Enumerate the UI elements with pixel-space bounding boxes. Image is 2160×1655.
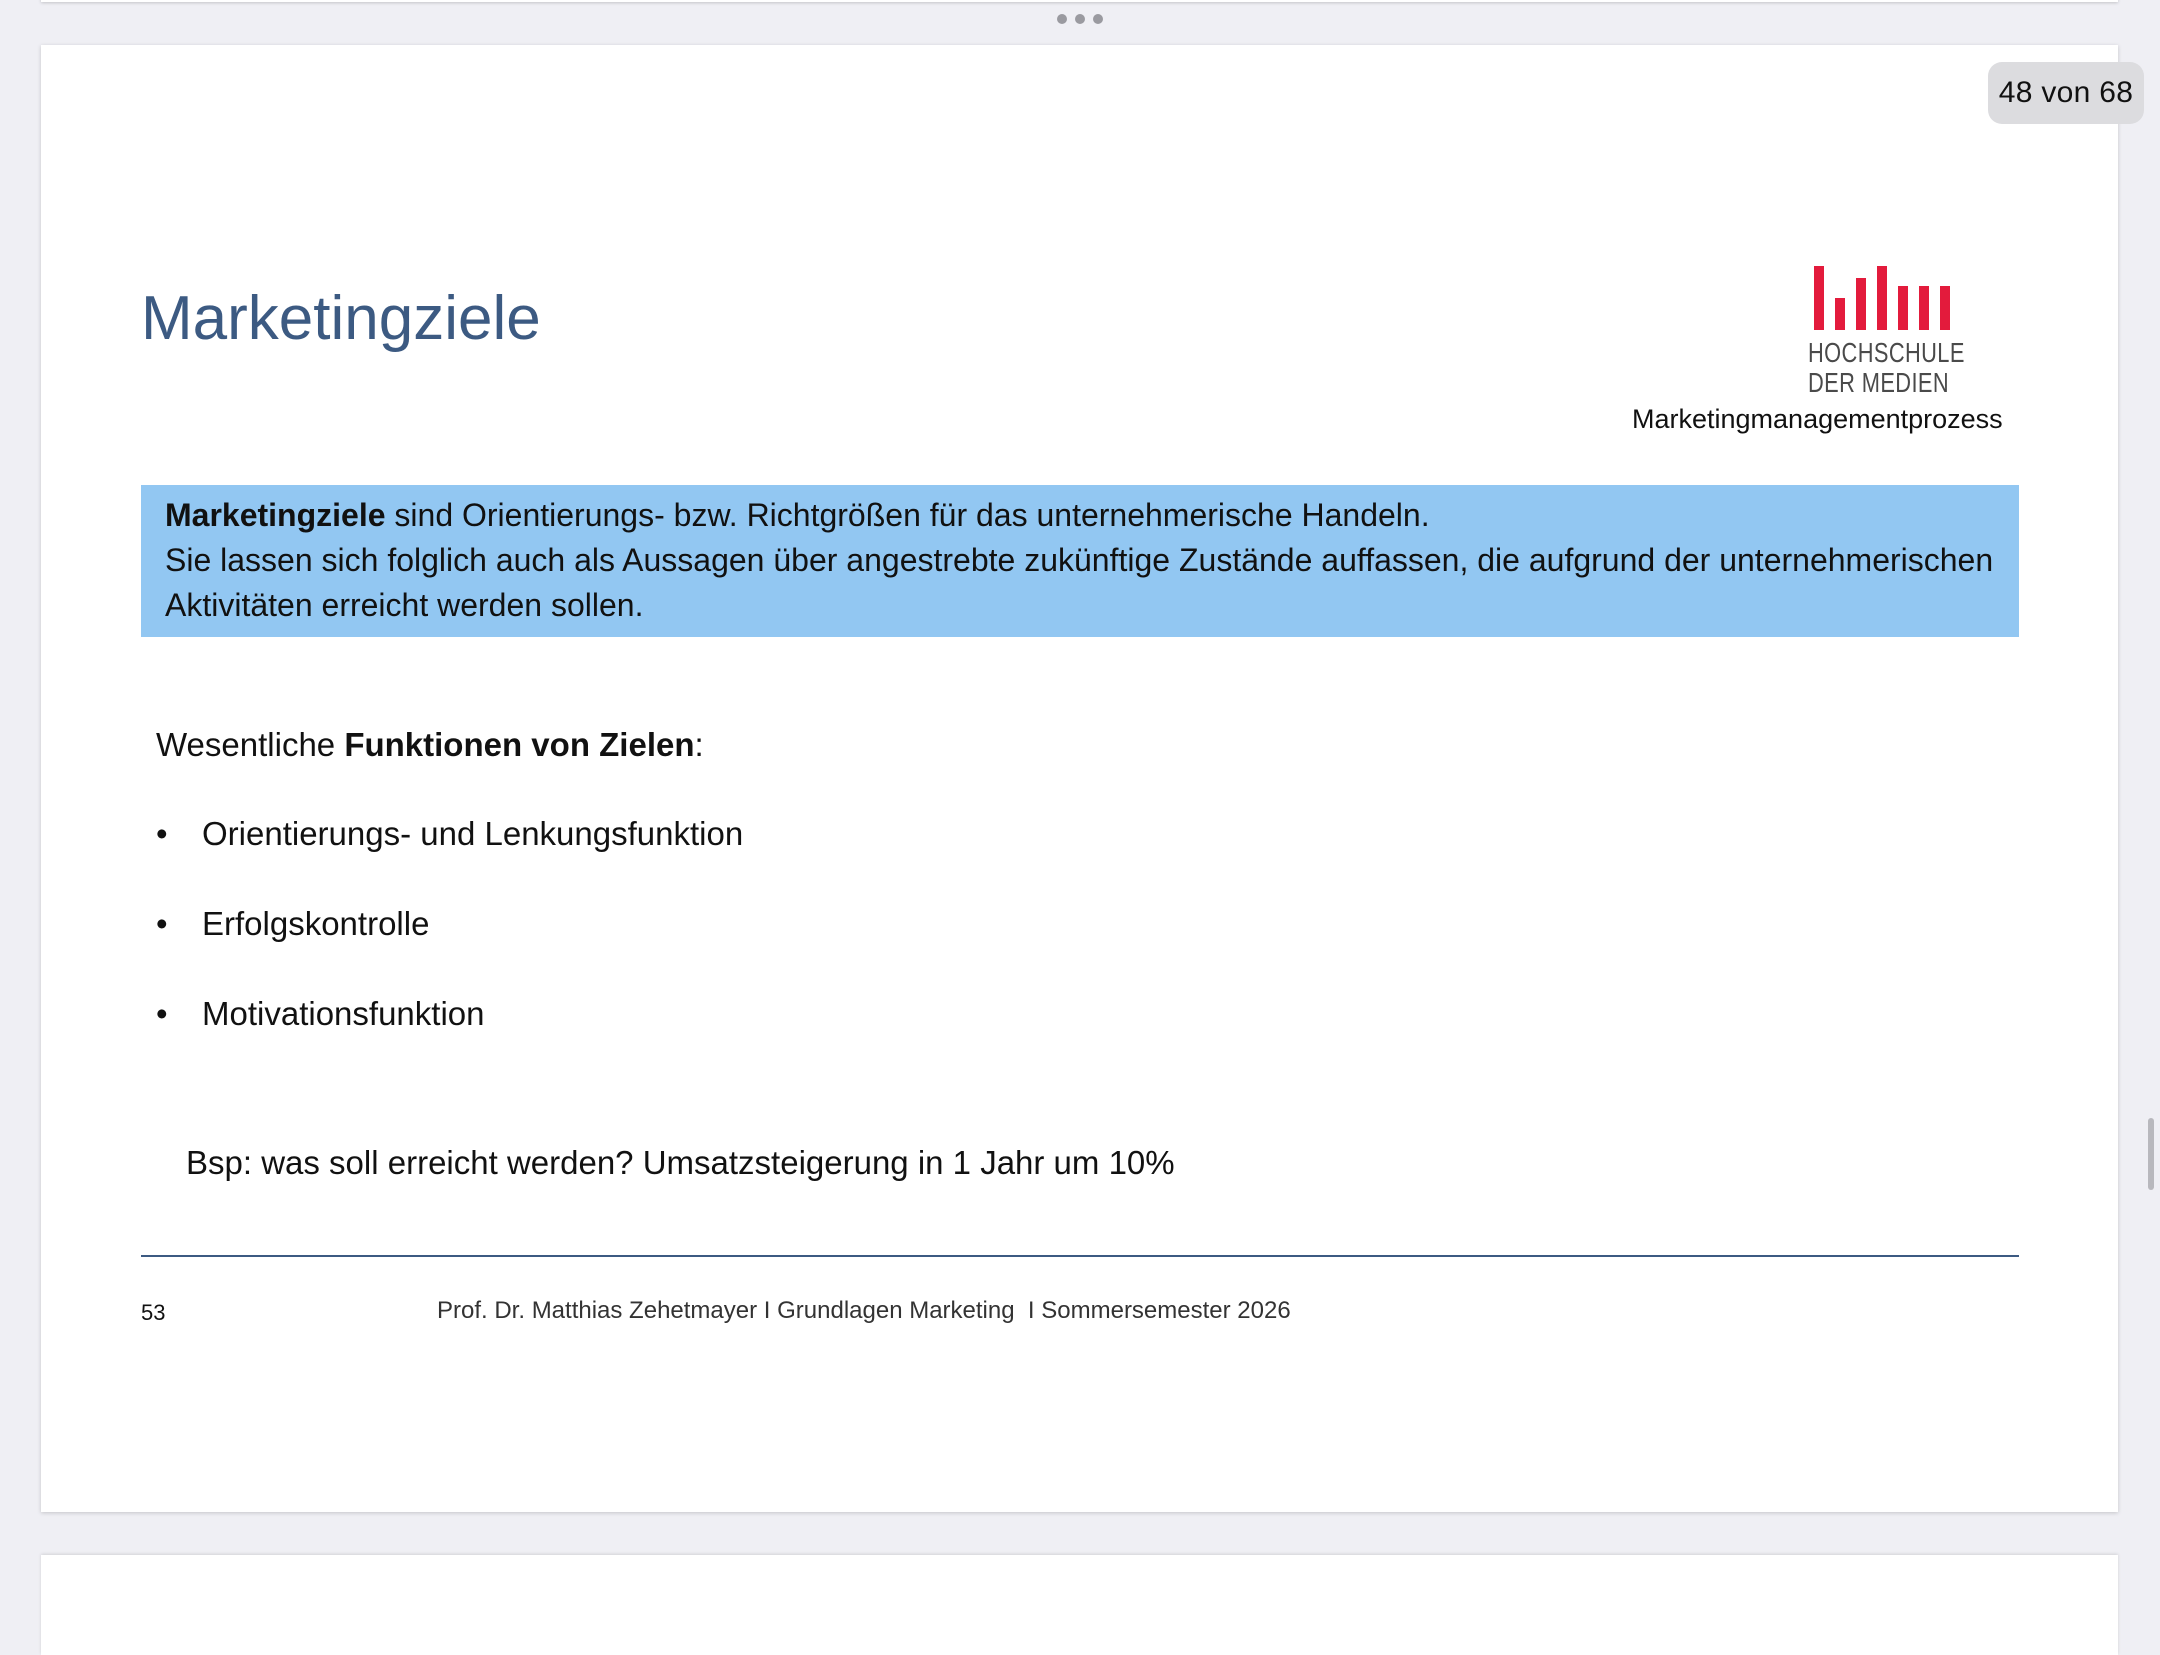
list-item-text: Motivationsfunktion bbox=[202, 995, 485, 1032]
bullet-icon: • bbox=[156, 995, 168, 1032]
list-item-text: Erfolgskontrolle bbox=[202, 905, 430, 942]
hochschule-der-medien-logo bbox=[1806, 262, 1966, 400]
slide-title: Marketingziele bbox=[141, 284, 541, 353]
functions-heading-suffix: : bbox=[694, 726, 704, 763]
list-item-text: Orientierungs- und Lenkungsfunktion bbox=[202, 815, 744, 852]
scroll-indicator[interactable] bbox=[2148, 1118, 2154, 1190]
list-item bbox=[156, 905, 743, 995]
previous-page bbox=[41, 0, 2118, 2]
bullet-icon: • bbox=[156, 815, 168, 852]
functions-list bbox=[156, 815, 743, 1085]
logo-line2: DER MEDIEN bbox=[1808, 367, 1950, 398]
footer-divider bbox=[141, 1255, 2019, 1257]
functions-heading-bold: Funktionen von Zielen bbox=[344, 726, 695, 763]
logo-line1: HOCHSCHULE bbox=[1808, 337, 1965, 368]
definition-line1 bbox=[165, 493, 1995, 538]
drag-handle-icon[interactable] bbox=[1057, 14, 1103, 24]
definition-text1: sind Orientierungs- bzw. Richtgrößen für das unternehmerische Handeln. bbox=[385, 497, 1430, 533]
list-item bbox=[156, 995, 743, 1085]
example-text: Bsp: was soll erreicht werden? Umsatzsteigerung in 1 Jahr um 10% bbox=[186, 1144, 1175, 1181]
functions-heading-prefix: Wesentliche bbox=[156, 726, 345, 763]
functions-heading bbox=[156, 726, 704, 764]
bullet-icon: • bbox=[156, 905, 168, 942]
logo-bars-icon bbox=[1810, 264, 1960, 332]
definition-term: Marketingziele bbox=[165, 497, 386, 533]
definition-text2: Sie lassen sich folglich auch als Aussagen über angestrebte zukünftige Zustände auffassen, die aufgrund der unternehmerischen Aktivitäten erreicht werden sollen. bbox=[165, 542, 1994, 623]
next-page bbox=[41, 1555, 2118, 1655]
logo-wordmark bbox=[1808, 338, 1965, 398]
list-item bbox=[156, 815, 743, 905]
definition-box bbox=[141, 485, 2019, 637]
footer-text: Prof. Dr. Matthias Zehetmayer I Grundlagen Marketing I Sommersemester 2026 bbox=[437, 1297, 1291, 1324]
slide-number: 53 bbox=[141, 1300, 166, 1325]
page-counter-badge: 48 von 68 bbox=[1988, 62, 2144, 124]
section-label: Marketingmanagementprozess bbox=[1632, 404, 2003, 434]
